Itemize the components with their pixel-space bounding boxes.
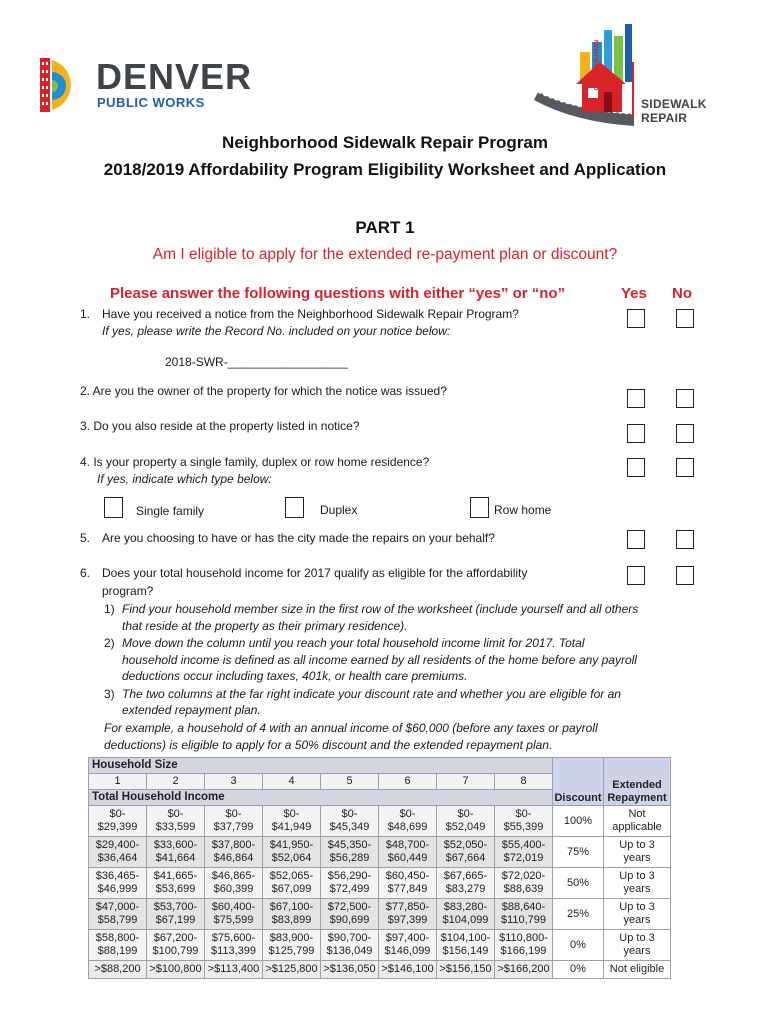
income-range-line: $60,449 <box>387 852 428 864</box>
section-subquestion: Am I eligible to apply for the extended re-payment plan or discount? <box>152 246 618 263</box>
income-range-cell <box>89 868 147 899</box>
income-range-line: >$88,200 <box>94 963 141 975</box>
income-range-line: $41,949 <box>271 821 312 833</box>
income-range-cell <box>205 899 263 930</box>
extended-repayment-line: Not eligible <box>609 963 665 975</box>
income-range-cell <box>89 961 147 979</box>
income-range-line: $110,800- <box>499 932 548 944</box>
income-range-line: $29,399 <box>97 821 138 833</box>
income-range-line: $146,099 <box>384 945 431 957</box>
title-line1: Neighborhood Sidewalk Repair Program <box>222 133 548 152</box>
income-range-line: >$125,800 <box>265 963 318 975</box>
extended-repayment-line: applicable <box>612 821 662 833</box>
income-range-line: $58,800- <box>95 932 140 944</box>
income-range-line: $0- <box>515 808 532 820</box>
income-range-line: $72,500- <box>327 901 372 913</box>
step1-number: 1) <box>104 602 115 616</box>
example-line1: For example, a household of 4 with an annual income of $60,000 (before any taxes or payroll <box>104 721 598 735</box>
extended-repayment-header <box>604 758 671 806</box>
step1-line1: Find your household member size in the first row of the worksheet (include yourself and all others <box>122 602 639 616</box>
extended-repayment-line: years <box>623 914 651 926</box>
income-range-cell <box>321 899 379 930</box>
income-range-line: >$156,150 <box>439 963 492 975</box>
income-range-line: $46,865- <box>211 870 256 882</box>
title-line2: 2018/2019 Affordability Program Eligibility Worksheet and Application <box>103 160 667 179</box>
income-range-line: $56,289 <box>329 852 370 864</box>
household-size-cell: 8 <box>495 774 553 790</box>
income-range-line: $41,664 <box>155 852 196 864</box>
income-range-cell <box>379 837 437 868</box>
extended-repayment-line: years <box>623 883 651 895</box>
step2-line2: household income is defined as all income earned by all residents of the home before any payroll <box>122 653 637 667</box>
q5-text: Are you choosing to have or has the city made the repairs on your behalf? <box>102 531 495 545</box>
income-range-cell <box>263 930 321 961</box>
extended-repayment-cell <box>604 806 671 837</box>
extended-repayment-cell <box>604 899 671 930</box>
income-range-cell <box>147 806 205 837</box>
income-range-cell <box>379 961 437 979</box>
income-row <box>89 930 671 961</box>
q6-number: 6. <box>80 566 91 580</box>
program-logo-line1: SIDEWALK <box>641 97 707 111</box>
income-range-cell <box>321 961 379 979</box>
income-range-line: $67,664 <box>445 852 486 864</box>
income-range-line: $53,700- <box>153 901 198 913</box>
income-range-cell <box>147 899 205 930</box>
income-range-line: $136,049 <box>326 945 373 957</box>
income-range-line: $45,349 <box>329 821 370 833</box>
income-range-line: $88,639 <box>503 883 544 895</box>
q2-no-checkbox[interactable] <box>676 389 694 408</box>
q5-yes-checkbox[interactable] <box>627 530 645 549</box>
q1-text: Have you received a notice from the Neighborhood Sidewalk Repair Program? <box>102 307 519 321</box>
income-range-cell <box>437 868 495 899</box>
income-range-line: $45,350- <box>327 839 372 851</box>
discount-cell: 0% <box>553 930 604 961</box>
income-range-cell <box>263 899 321 930</box>
q1-number: 1. <box>80 307 91 321</box>
income-range-line: >$166,200 <box>497 963 550 975</box>
org-name: DENVER <box>96 56 253 97</box>
income-range-line: >$146,100 <box>381 963 434 975</box>
income-range-line: $0- <box>457 808 474 820</box>
row-home-label: Row home <box>494 503 552 517</box>
income-range-line: $52,065- <box>269 870 314 882</box>
income-range-line: $0- <box>341 808 358 820</box>
instructions: Please answer the following questions with either “yes” or “no” <box>110 285 566 302</box>
income-range-line: $77,849 <box>387 883 428 895</box>
income-range-line: $52,049 <box>445 821 486 833</box>
discount-cell: 100% <box>553 806 604 837</box>
step1-line2: that reside at the property as their primary residence). <box>122 619 408 633</box>
household-size-cell: 6 <box>379 774 437 790</box>
income-range-line: $33,599 <box>155 821 196 833</box>
discount-cell: 50% <box>553 868 604 899</box>
income-range-line: $83,280- <box>443 901 488 913</box>
income-range-cell <box>147 868 205 899</box>
income-range-line: $72,020- <box>501 870 546 882</box>
income-range-line: $48,699 <box>387 821 428 833</box>
income-range-line: $100,799 <box>152 945 199 957</box>
discount-cell: 75% <box>553 837 604 868</box>
income-range-line: $41,950- <box>269 839 314 851</box>
income-range-cell <box>263 837 321 868</box>
single-family-checkbox[interactable] <box>104 497 123 518</box>
income-range-line: $46,999 <box>97 883 138 895</box>
income-range-line: $56,290- <box>327 870 372 882</box>
income-range-cell <box>495 868 553 899</box>
q3-yes-checkbox[interactable] <box>627 424 645 443</box>
program-logo-line2: REPAIR <box>641 111 688 125</box>
step3-number: 3) <box>104 687 115 701</box>
q4-no-checkbox[interactable] <box>676 458 694 477</box>
step2-number: 2) <box>104 636 115 650</box>
q5-no-checkbox[interactable] <box>676 530 694 549</box>
income-range-cell <box>379 868 437 899</box>
q2-yes-checkbox[interactable] <box>627 389 645 408</box>
q2-text: 2. Are you the owner of the property for which the notice was issued? <box>80 384 447 398</box>
income-range-cell <box>495 930 553 961</box>
income-range-line: $33,600- <box>153 839 198 851</box>
income-range-line: $53,699 <box>155 883 196 895</box>
income-range-cell <box>89 837 147 868</box>
income-range-line: $0- <box>283 808 300 820</box>
program-logo-text <box>641 97 707 125</box>
income-range-line: $0- <box>109 808 126 820</box>
income-range-line: $37,800- <box>211 839 256 851</box>
income-range-cell <box>437 930 495 961</box>
income-range-line: $72,019 <box>503 852 544 864</box>
income-range-cell <box>205 930 263 961</box>
income-range-line: $104,100- <box>440 932 491 944</box>
income-range-cell <box>205 837 263 868</box>
income-range-cell <box>89 806 147 837</box>
household-size-cell: 4 <box>263 774 321 790</box>
q1-yes-checkbox[interactable] <box>627 309 645 328</box>
q4-yes-checkbox[interactable] <box>627 458 645 477</box>
income-range-line: $90,699 <box>329 914 370 926</box>
income-row <box>89 961 671 979</box>
extended-repayment-cell <box>604 930 671 961</box>
income-range-line: $36,464 <box>97 852 138 864</box>
income-range-cell <box>205 806 263 837</box>
part-heading: PART 1 <box>355 218 415 237</box>
income-range-cell <box>495 806 553 837</box>
income-range-line: $60,400- <box>211 901 256 913</box>
income-range-line: $83,899 <box>271 914 312 926</box>
income-range-line: $88,640- <box>501 901 546 913</box>
income-range-cell <box>495 837 553 868</box>
income-range-line: $0- <box>225 808 242 820</box>
extended-repayment-line: Up to 3 <box>619 901 655 913</box>
income-range-cell <box>89 899 147 930</box>
household-size-cell: 7 <box>437 774 495 790</box>
q6-no-checkbox[interactable] <box>676 566 694 585</box>
income-range-line: $113,399 <box>210 945 257 957</box>
q4-text: 4. Is your property a single family, duplex or row home residence? <box>80 455 430 469</box>
income-range-cell <box>147 930 205 961</box>
income-range-cell <box>321 806 379 837</box>
income-range-line: $60,450- <box>385 870 430 882</box>
household-size-cell: 1 <box>89 774 147 790</box>
income-range-cell <box>321 868 379 899</box>
q3-no-checkbox[interactable] <box>676 424 694 443</box>
q6-text-line1: Does your total household income for 2017 qualify as eligible for the affordability <box>102 566 528 580</box>
duplex-checkbox[interactable] <box>285 497 304 518</box>
household-size-cell: 5 <box>321 774 379 790</box>
income-range-cell <box>379 806 437 837</box>
example-line2: deductions) is eligible to apply for a 50% discount and the extended repayment plan. <box>104 738 553 752</box>
income-range-line: $156,149 <box>442 945 489 957</box>
income-range-line: $67,199 <box>155 914 196 926</box>
household-size-cell: 2 <box>147 774 205 790</box>
income-range-cell <box>321 930 379 961</box>
income-range-line: $37,799 <box>213 821 254 833</box>
income-range-line: $0- <box>167 808 184 820</box>
income-range-line: $48,700- <box>385 839 430 851</box>
household-size-header: Household Size <box>89 758 553 774</box>
income-range-line: >$100,800 <box>149 963 202 975</box>
income-row <box>89 806 671 837</box>
q5-number: 5. <box>80 531 91 545</box>
single-family-label: Single family <box>136 504 205 518</box>
extended-header-line1: Extended <box>612 779 662 791</box>
record-number-field[interactable]: 2018-SWR-__________________ <box>165 355 348 369</box>
income-range-line: $47,000- <box>95 901 140 913</box>
extended-repayment-line: Up to 3 <box>619 870 655 882</box>
income-range-cell <box>263 806 321 837</box>
income-range-line: $67,200- <box>153 932 198 944</box>
income-range-line: $90,700- <box>327 932 372 944</box>
extended-header-line2: Repayment <box>607 792 667 804</box>
income-range-line: $36,465- <box>95 870 140 882</box>
q3-text: 3. Do you also reside at the property listed in notice? <box>80 419 360 433</box>
q6-yes-checkbox[interactable] <box>627 566 645 585</box>
no-column-label: No <box>672 285 692 302</box>
discount-cell: 25% <box>553 899 604 930</box>
income-range-line: $72,499 <box>329 883 370 895</box>
income-range-cell <box>147 961 205 979</box>
income-range-cell <box>437 837 495 868</box>
q4-note: If yes, indicate which type below: <box>97 472 272 486</box>
income-range-line: $166,199 <box>500 945 547 957</box>
income-range-line: $67,665- <box>443 870 488 882</box>
extended-repayment-cell <box>604 837 671 868</box>
extended-repayment-line: years <box>623 852 651 864</box>
income-range-cell <box>379 930 437 961</box>
income-range-line: $55,400- <box>501 839 546 851</box>
income-range-line: $67,100- <box>269 901 314 913</box>
income-range-cell <box>205 961 263 979</box>
total-income-header: Total Household Income <box>89 790 553 806</box>
income-row <box>89 837 671 868</box>
step2-line1: Move down the column until you reach your total household income limit for 2017. Total <box>122 636 585 650</box>
step2-line3: deductions occur including taxes, 401k, or health care premiums. <box>122 669 468 683</box>
extended-repayment-line: Up to 3 <box>619 932 655 944</box>
income-row <box>89 899 671 930</box>
income-range-line: $58,799 <box>97 914 138 926</box>
row-home-checkbox[interactable] <box>470 497 489 518</box>
extended-repayment-cell <box>604 868 671 899</box>
step3-line1: The two columns at the far right indicate your discount rate and whether you are eligible for an <box>122 687 621 701</box>
q1-no-checkbox[interactable] <box>676 309 694 328</box>
income-range-line: $104,099 <box>442 914 489 926</box>
income-range-line: $125,799 <box>268 945 315 957</box>
income-range-cell <box>437 961 495 979</box>
program-logo-vertical: NEIGHBORHOOD <box>592 40 598 91</box>
household-size-cell: 3 <box>205 774 263 790</box>
income-range-line: $60,399 <box>213 883 254 895</box>
income-range-line: $41,665- <box>153 870 198 882</box>
income-range-line: $46,864 <box>213 852 254 864</box>
yes-column-label: Yes <box>621 285 647 302</box>
income-range-cell <box>263 961 321 979</box>
income-range-cell <box>495 899 553 930</box>
extended-repayment-line: years <box>623 945 651 957</box>
income-range-line: $52,050- <box>443 839 488 851</box>
income-range-cell <box>321 837 379 868</box>
org-subtitle: PUBLIC WORKS <box>97 95 205 110</box>
income-range-line: $83,279 <box>445 883 486 895</box>
step3-line2: extended repayment plan. <box>122 703 261 717</box>
income-range-cell <box>147 837 205 868</box>
income-range-line: $55,399 <box>503 821 544 833</box>
q6-text-line2: program? <box>102 584 154 598</box>
income-range-line: $0- <box>399 808 416 820</box>
income-range-line: $110,799 <box>500 914 547 926</box>
q1-note: If yes, please write the Record No. included on your notice below: <box>102 324 451 338</box>
income-range-cell <box>379 899 437 930</box>
income-range-cell <box>89 930 147 961</box>
income-range-cell <box>495 961 553 979</box>
income-row <box>89 868 671 899</box>
income-range-cell <box>437 899 495 930</box>
income-range-line: >$113,400 <box>207 963 260 975</box>
duplex-label: Duplex <box>320 503 358 517</box>
income-range-line: $97,399 <box>387 914 428 926</box>
income-range-line: $88,199 <box>97 945 138 957</box>
income-range-line: $77,850- <box>385 901 430 913</box>
income-range-line: $29,400- <box>95 839 140 851</box>
discount-header: Discount <box>553 758 604 806</box>
income-range-line: $52,064 <box>271 852 312 864</box>
income-range-line: >$136,050 <box>323 963 376 975</box>
income-range-line: $83,900- <box>269 932 314 944</box>
income-range-cell <box>263 868 321 899</box>
income-range-line: $97,400- <box>385 932 430 944</box>
extended-repayment-line: Not <box>628 808 646 820</box>
income-range-line: $75,600- <box>211 932 256 944</box>
extended-repayment-cell <box>604 961 671 979</box>
extended-repayment-line: Up to 3 <box>619 839 655 851</box>
discount-cell: 0% <box>553 961 604 979</box>
income-range-cell <box>437 806 495 837</box>
income-range-line: $75,599 <box>213 914 254 926</box>
income-range-line: $67,099 <box>271 883 312 895</box>
income-eligibility-table <box>88 757 671 979</box>
income-range-cell <box>205 868 263 899</box>
